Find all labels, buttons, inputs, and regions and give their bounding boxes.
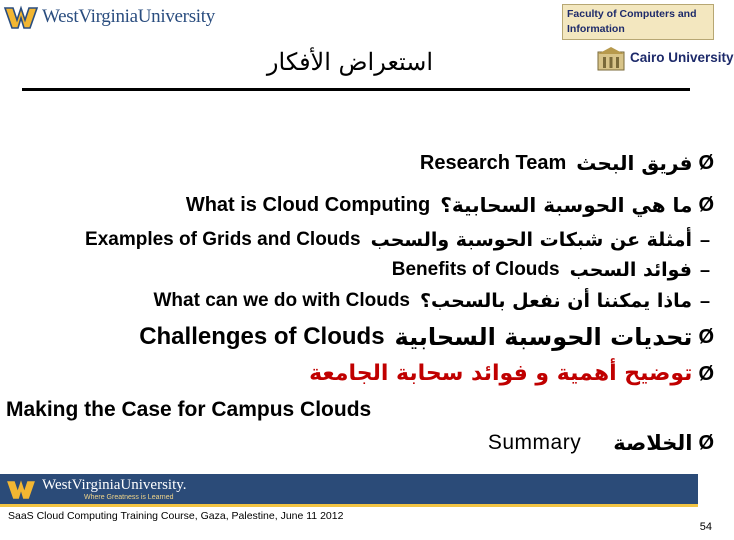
bullet-arabic: أمثلة عن شبكات الحوسبة والسحب xyxy=(370,229,692,251)
bullet-english: Summary xyxy=(487,431,582,454)
cairo-logo-text: Cairo University xyxy=(630,50,734,65)
bullet-summary xyxy=(488,431,714,455)
wv-flying-logo-icon xyxy=(6,480,36,500)
cairo-university-emblem-icon xyxy=(596,46,626,72)
bullet-arabic: توضيح أهمية و فوائد سحابة الجامعة xyxy=(309,361,693,386)
campus-case-line: Making the Case for Campus Clouds xyxy=(6,398,372,421)
arrow-bullet-icon: Ø xyxy=(698,152,714,174)
fci-logo-text: Faculty of Computers and Information xyxy=(567,8,697,35)
wvu-logo xyxy=(4,4,215,30)
arrow-bullet-icon: Ø xyxy=(698,362,714,385)
bullet-english: Challenges of Clouds xyxy=(139,323,385,350)
bullet-arabic: ماذا يمكننا أن نفعل بالسحب؟ xyxy=(420,290,692,312)
page-number: 54 xyxy=(699,521,712,533)
bullet-challenges xyxy=(139,323,714,351)
arrow-bullet-icon: Ø xyxy=(698,194,714,216)
bullet-english: What is Cloud Computing xyxy=(185,193,431,216)
subbullet-benefits xyxy=(392,259,710,281)
bullet-english: What can we do with Clouds xyxy=(153,290,410,311)
slide-title: استعراض الأفكار xyxy=(266,48,434,76)
bullet-importance xyxy=(309,361,714,386)
bullet-english: Examples of Grids and Clouds xyxy=(85,229,361,250)
bullet-arabic: الخلاصة xyxy=(613,431,693,455)
wvu-logo-text: WestVirginiaUniversity xyxy=(42,6,215,27)
subbullet-grids-clouds xyxy=(85,229,710,251)
footer-band xyxy=(0,474,698,504)
arrow-bullet-icon: Ø xyxy=(698,432,714,454)
footer-logo-name: WestVirginiaUniversity. xyxy=(42,477,187,493)
footer-tagline: Where Greatness is Learned xyxy=(84,494,174,501)
footer-caption: SaaS Cloud Computing Training Course, Gaza, Palestine, June 11 2012 xyxy=(8,510,344,522)
dash-bullet-icon: – xyxy=(699,260,710,280)
bullet-arabic: فريق البحث xyxy=(576,151,693,175)
bullet-english: Research Team xyxy=(419,151,567,174)
fci-logo xyxy=(562,4,714,40)
footer-wvu-logo xyxy=(6,477,206,503)
bullet-arabic: تحديات الحوسبة السحابية xyxy=(394,323,693,351)
arrow-bullet-icon: Ø xyxy=(698,326,714,348)
bullet-research-team xyxy=(420,151,714,175)
dash-bullet-icon: – xyxy=(699,230,710,250)
subbullet-what-can-we-do xyxy=(154,290,711,312)
wv-flying-logo-icon xyxy=(4,6,38,30)
bullet-arabic: ما هي الحوسبة السحابية؟ xyxy=(440,193,693,217)
title-divider xyxy=(22,88,690,91)
cairo-university-logo xyxy=(596,44,734,74)
bullet-english: Benefits of Clouds xyxy=(391,259,560,280)
footer-accent-line xyxy=(0,504,698,507)
dash-bullet-icon: – xyxy=(699,291,710,311)
bullet-arabic: فوائد السحب xyxy=(569,259,692,281)
bullet-cloud-computing xyxy=(186,193,714,217)
